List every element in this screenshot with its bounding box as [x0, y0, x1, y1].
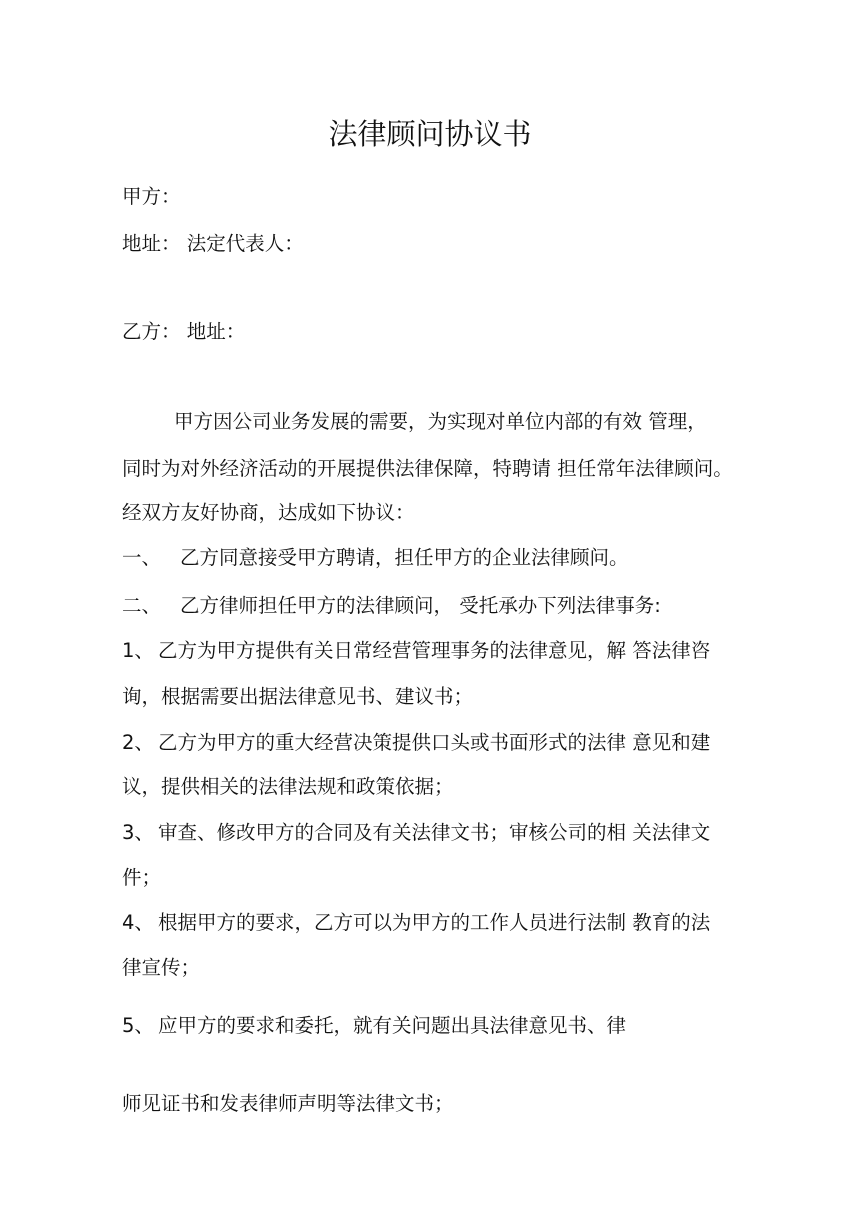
item-four-continued: 律宣传；	[122, 956, 201, 979]
item-number: 4、	[122, 911, 154, 934]
item-five-continued: 师见证书和发表律师声明等法律文书；	[122, 1092, 454, 1115]
clause-number: 二、	[122, 594, 162, 617]
party-a-line: 甲方：	[122, 185, 181, 208]
item-text: 乙方为甲方的重大经营决策提供口头或书面形式的法律 意见和建	[158, 731, 711, 754]
item-text: 应甲方的要求和委托，就有关问题出具法律意见书、律	[158, 1014, 627, 1037]
clause-text: 乙方同意接受甲方聘请，担任甲方的企业法律顾问。	[180, 546, 629, 569]
intro-paragraph-line: 甲方因公司业务发展的需要，为实现对单位内部的有效 管理，	[174, 410, 707, 433]
clause-one	[122, 548, 629, 568]
intro-paragraph-line: 同时为对外经济活动的开展提供法律保障，特聘请 担任常年法律顾问。	[122, 457, 733, 480]
clause-number: 一、	[122, 546, 162, 569]
clause-text: 乙方律师担任甲方的法律顾问， 受托承办下列法律事务:	[180, 594, 661, 617]
item-five	[122, 1016, 626, 1036]
item-number: 3、	[122, 821, 154, 844]
item-one-continued: 询，根据需要出据法律意见书、建议书；	[122, 685, 474, 708]
document-title: 法律顾问协议书	[328, 117, 532, 151]
item-text: 根据甲方的要求，乙方可以为甲方的工作人员进行法制 教育的法	[158, 911, 711, 934]
item-three-continued: 件；	[122, 866, 162, 889]
item-number: 5、	[122, 1014, 154, 1037]
item-text: 审查、修改甲方的合同及有关法律文书；审核公司的相 关法律文	[158, 821, 711, 844]
item-one	[122, 641, 710, 661]
item-two	[122, 733, 710, 753]
item-number: 2、	[122, 731, 154, 754]
party-b-line: 乙方： 地址：	[122, 320, 246, 343]
item-two-continued: 议，提供相关的法律法规和政策依据；	[122, 775, 454, 798]
intro-paragraph-line: 经双方友好协商，达成如下协议：	[122, 501, 415, 524]
item-three	[122, 823, 710, 843]
address-representative-line: 地址： 法定代表人：	[122, 232, 304, 255]
clause-two	[122, 596, 661, 616]
item-number: 1、	[122, 639, 154, 662]
item-text: 乙方为甲方提供有关日常经营管理事务的法律意见，解 答法律咨	[158, 639, 711, 662]
item-four	[122, 913, 710, 933]
